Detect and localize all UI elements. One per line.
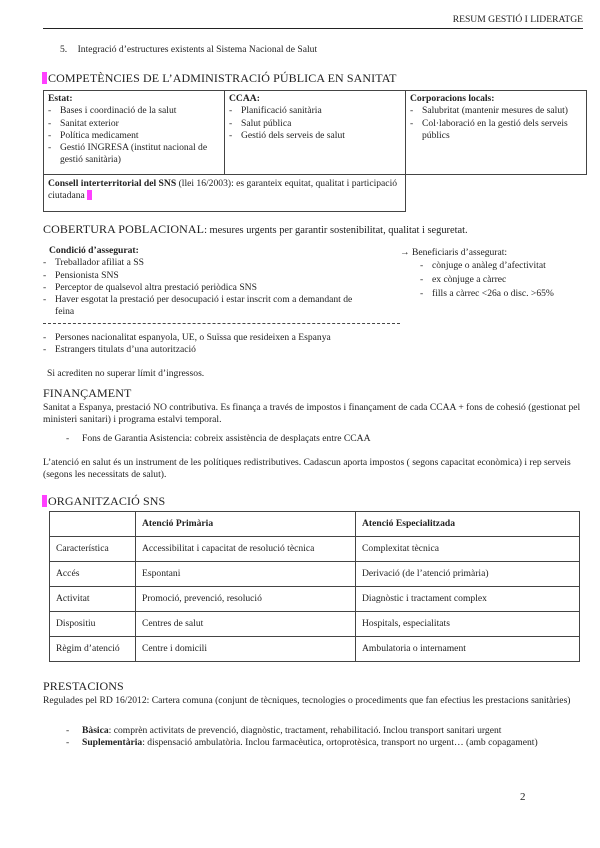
empty-cell xyxy=(406,175,587,212)
organitzacio-table xyxy=(49,511,580,662)
table-cell: Règim d’atenció xyxy=(50,637,136,662)
beneficiaris-label: → Beneficiaris d’assegurat: xyxy=(400,247,508,258)
table-cell: Característica xyxy=(50,537,136,562)
prestacions-title: PRESTACIONS xyxy=(43,679,124,693)
prestacio-basica xyxy=(66,725,590,737)
estat-item: - Gestió INGRESA (institut nacional de gestió sanitària) xyxy=(48,142,220,167)
basica-text: : comprèn activitats de prevenció, diagnòstic, tractament, rehabilitació. Inclou transport sanitari urgent xyxy=(108,725,502,736)
competencies-title xyxy=(42,71,397,86)
intro-item-number: 5. xyxy=(60,44,68,55)
table-header-row xyxy=(50,512,580,537)
table-cell: Ambulatoria o internament xyxy=(356,637,580,662)
competencies-table xyxy=(43,90,587,212)
consell-text: (llei 16/2003): es garanteix equitat, qualitat i participació ciutadana xyxy=(48,178,398,202)
header-especialitzada: Atenció Especialitzada xyxy=(362,517,455,529)
estat-label: Estat: xyxy=(48,93,73,104)
header-rule xyxy=(43,28,583,29)
ccaa-item: - Planificació sanitària xyxy=(229,105,401,117)
table-row xyxy=(50,612,580,637)
prestacions-intro: Regulades pel RD 16/2012: Cartera comuna (conjunt de tècniques, tecnologies o procediments que fan efectius les prestacions sanitàries) xyxy=(43,695,571,706)
estat-cell xyxy=(44,91,225,175)
other-item: - Persones nacionalitat espanyola, UE, o Suïssa que resideixen a Espanya xyxy=(43,332,443,344)
ccaa-item: - Salut pública xyxy=(229,118,401,130)
beneficiaris-block xyxy=(400,247,590,301)
ccaa-item: - Gestió dels serveis de salut xyxy=(229,130,401,142)
highlight-mark xyxy=(87,190,92,200)
table-header-cell xyxy=(356,512,580,537)
organitzacio-title-text: ORGANITZACIÓ SNS xyxy=(48,494,166,508)
table-cell: Promoció, prevenció, resolució xyxy=(136,587,356,612)
intro-item-text: Integració d’estructures existents al Sistema Nacional de Salut xyxy=(77,44,318,55)
table-cell: Accessibilitat i capacitat de resolució tècnica xyxy=(136,537,356,562)
table-cell: Derivació (de l’atenció primària) xyxy=(356,562,580,587)
table-row xyxy=(50,587,580,612)
condicio-item: - Pensionista SNS xyxy=(43,270,398,282)
table-cell: Activitat xyxy=(50,587,136,612)
corporacions-label: Corporacions locals: xyxy=(410,93,495,104)
cobertura-heading xyxy=(43,222,588,237)
page-header: RESUM GESTIÓ I LIDERATGE xyxy=(452,14,583,25)
header-primaria: Atenció Primària xyxy=(142,517,214,529)
beneficiaris-item: - cònjuge o anàleg d’afectivitat xyxy=(420,259,590,273)
condicio-block xyxy=(43,245,398,319)
table-cell: Centres de salut xyxy=(136,612,356,637)
condicio-item: - Haver esgotat la prestació per desocupació i estar inscrit com a demandant de feina xyxy=(43,294,398,319)
table-cell: Centre i domicili xyxy=(136,637,356,662)
financament-title: FINANÇAMENT xyxy=(43,386,132,400)
intro-item xyxy=(60,44,317,56)
page-number: 2 xyxy=(520,791,526,803)
highlight-mark xyxy=(42,495,47,507)
ccaa-cell xyxy=(225,91,406,175)
beneficiaris-item: - fills a càrrec <26a o disc. >65% xyxy=(420,287,590,301)
corporacions-item: - Salubritat (mantenir mesures de salut) xyxy=(410,105,582,117)
estat-item: - Bases i coordinació de la salut xyxy=(48,105,220,117)
estat-item: - Sanitat exterior xyxy=(48,118,220,130)
other-item: - Estrangers titulats d’una autorització xyxy=(43,344,443,356)
financament-list xyxy=(60,433,580,445)
dashed-divider xyxy=(43,323,400,324)
table-cell: Accés xyxy=(50,562,136,587)
income-note: Si acrediten no superar límit d’ingressos. xyxy=(47,368,205,379)
cobertura-title: COBERTURA POBLACIONAL xyxy=(43,222,205,236)
suplementaria-bold: Suplementària xyxy=(82,737,143,749)
financament-paragraph-2: L’atenció en salut és un instrument de les polítiques redistributives. Cadascun aporta impostos ( segons capacitat econòmica) i rep serveis (segons les necessitats de salut). xyxy=(43,457,571,481)
financament-item: - Fons de Garantia Asistencia: cobreix assistència de desplaçats entre CCAA xyxy=(66,433,580,445)
table-row xyxy=(50,537,580,562)
consell-bold: Consell interterritorial del SNS xyxy=(48,178,177,189)
table-header-cell xyxy=(50,512,136,537)
table-row xyxy=(50,637,580,662)
prestacions-list xyxy=(60,725,590,750)
condicio-item: - Treballador afiliat a SS xyxy=(43,257,398,269)
financament-paragraph: Sanitat a Espanya, prestació NO contributiva. Es finança a través de impostos i finançament de cada CCAA + fons de cohesió (gestionat pel ministeri sanitari) i programa estalvi temporal. xyxy=(43,402,581,426)
ccaa-label: CCAA: xyxy=(229,93,260,104)
table-row xyxy=(50,562,580,587)
table-header-cell xyxy=(136,512,356,537)
cobertura-subtitle: : mesures urgents per garantir sostenibilitat, qualitat i seguretat. xyxy=(204,225,468,236)
corporacions-item: - Col·laboració en la gestió dels serveis públics xyxy=(410,118,582,143)
competencies-title-text: COMPETÈNCIES DE L’ADMINISTRACIÓ PÚBLICA EN SANITAT xyxy=(48,71,397,85)
table-cell: Diagnòstic i tractament complex xyxy=(356,587,580,612)
condicio-item: - Perceptor de qualsevol altra prestació periòdica SNS xyxy=(43,282,398,294)
condicio-label: Condició d’assegurat: xyxy=(49,245,139,256)
basica-bold: Bàsica xyxy=(82,725,109,736)
table-cell: Complexitat tècnica xyxy=(356,537,580,562)
table-cell: Hospitals, especialitats xyxy=(356,612,580,637)
suplementaria-text: : dispensació ambulatòria. Inclou farmacèutica, ortoprotèsica, transport no urgent… (amb copagament) xyxy=(142,737,538,749)
table-cell: Espontani xyxy=(136,562,356,587)
beneficiaris-item: - ex cònjuge a càrrec xyxy=(420,273,590,287)
highlight-mark xyxy=(42,72,47,84)
other-beneficiaris xyxy=(43,332,443,357)
organitzacio-title xyxy=(42,494,165,509)
consell-cell xyxy=(44,175,406,212)
corporacions-cell xyxy=(406,91,587,175)
table-cell: Dispositiu xyxy=(50,612,136,637)
estat-item: - Política medicament xyxy=(48,130,220,142)
prestacio-suplementaria xyxy=(66,737,590,749)
